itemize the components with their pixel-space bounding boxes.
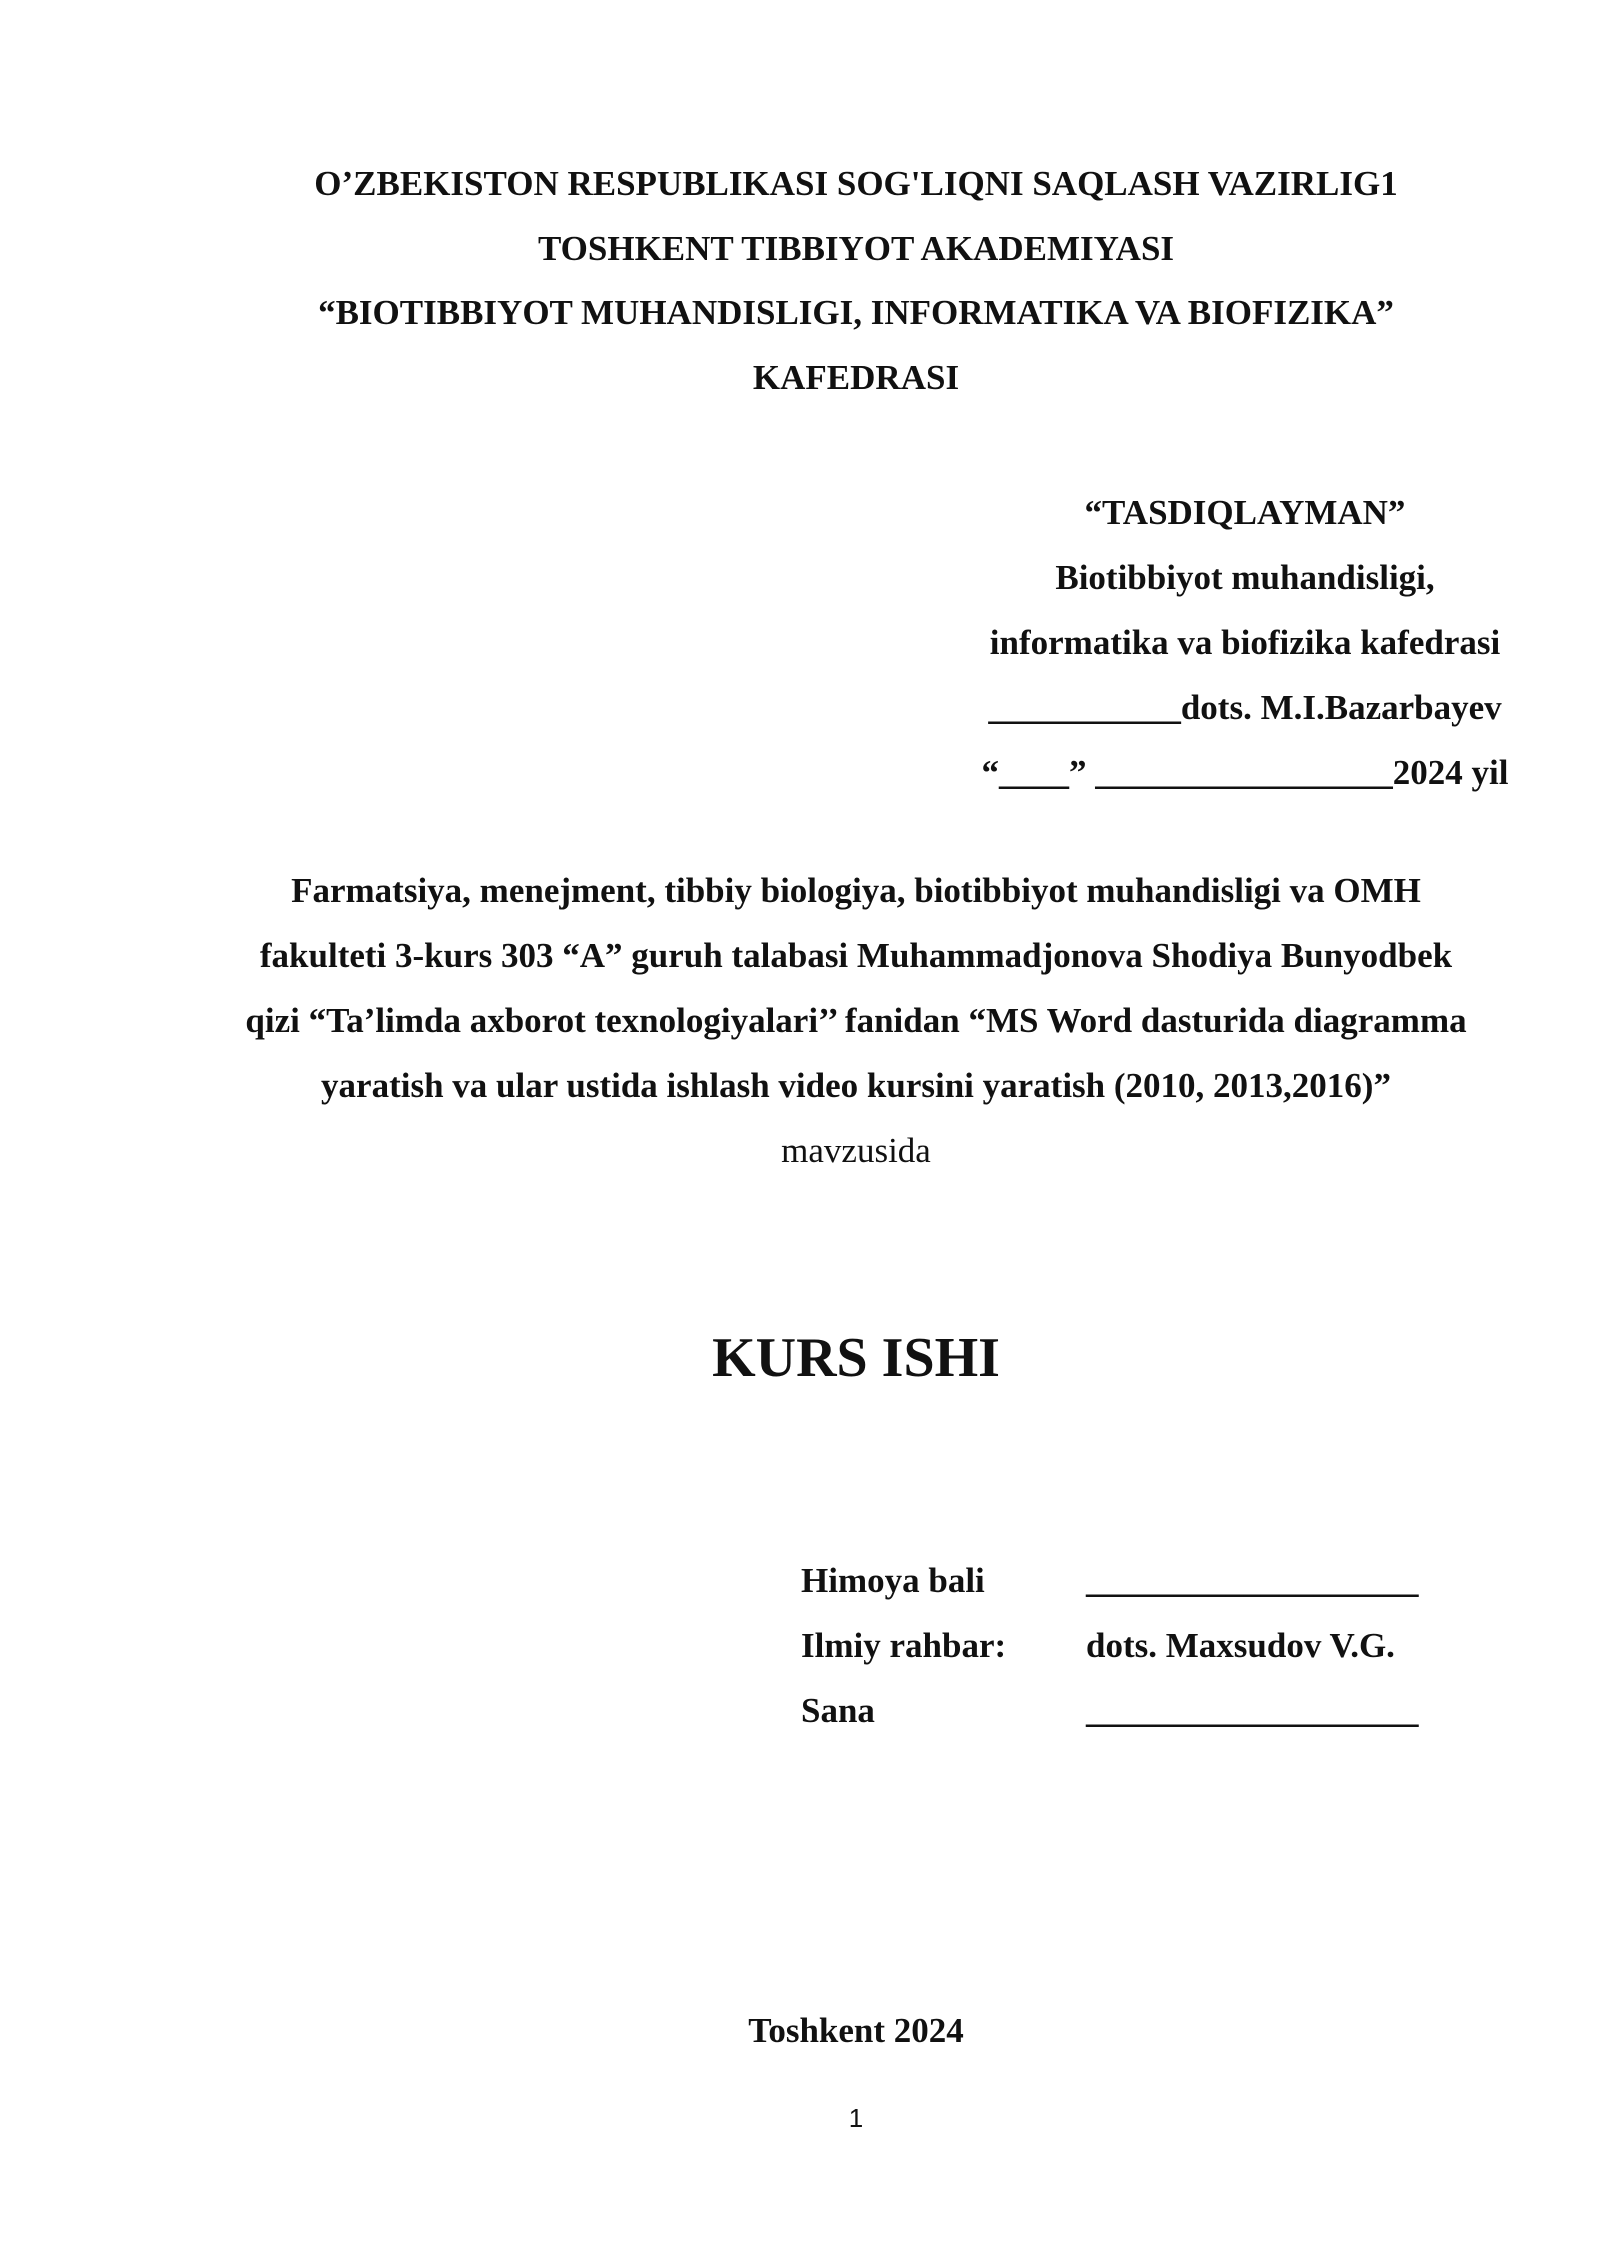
- ministry-name: O’ZBEKISTON RESPUBLIKASI SOG'LIQNI SAQLASH VAZIRLIG1: [314, 164, 1398, 203]
- approval-date: “____” _________________2024 yil: [981, 753, 1509, 792]
- info-table: [801, 1548, 1419, 1743]
- city-year: Toshkent 2024: [748, 2011, 964, 2050]
- info-label: Ilmiy rahbar:: [801, 1626, 1007, 1665]
- approval-signature: ___________dots. M.I.Bazarbayev: [988, 688, 1502, 727]
- approval-department-line1: Biotibbiyot muhandisligi,: [1055, 558, 1435, 597]
- info-row-supervisor: [801, 1613, 1419, 1678]
- topic-block: [238, 858, 1474, 1183]
- department-name: “BIOTIBBIYOT MUHANDISLIGI, INFORMATIKA VA BIOFIZIKA”: [318, 293, 1394, 332]
- approval-block: [925, 480, 1565, 805]
- info-label: Sana: [801, 1691, 875, 1730]
- ministry-header: [0, 152, 1600, 410]
- approval-department-line2: informatika va biofizika kafedrasi: [989, 623, 1501, 662]
- department-suffix: KAFEDRASI: [752, 357, 960, 397]
- info-value: dots. Maxsudov V.G.: [1086, 1626, 1395, 1665]
- approval-title: “TASDIQLAYMAN”: [1084, 493, 1406, 532]
- page-number: 1: [848, 2103, 864, 2133]
- info-value: ___________________: [1086, 1561, 1419, 1600]
- info-label: Himoya bali: [801, 1561, 985, 1600]
- info-row-date: [801, 1678, 1419, 1743]
- info-row-defense-score: [801, 1548, 1419, 1613]
- academy-name: TOSHKENT TIBBIYOT AKADEMIYASI: [537, 228, 1175, 268]
- topic-suffix: mavzusida: [781, 1131, 931, 1170]
- info-value: ___________________: [1086, 1691, 1419, 1730]
- topic-text: Farmatsiya, menejment, tibbiy biologiya, biotibbiyot muhandisligi va OMH fakulteti 3-kurs 303 “A” guruh talabasi Muhammadjonova Shodiya Bunyodbek qizi “Ta’limda axborot texnologiyalari’’ fanidan “MS Word dasturida diagramma yaratish va ular ustida ishlash video kursini yaratish (2010, 2013,2016)”: [245, 871, 1467, 1105]
- document-title: KURS ISHI: [712, 1327, 1000, 1389]
